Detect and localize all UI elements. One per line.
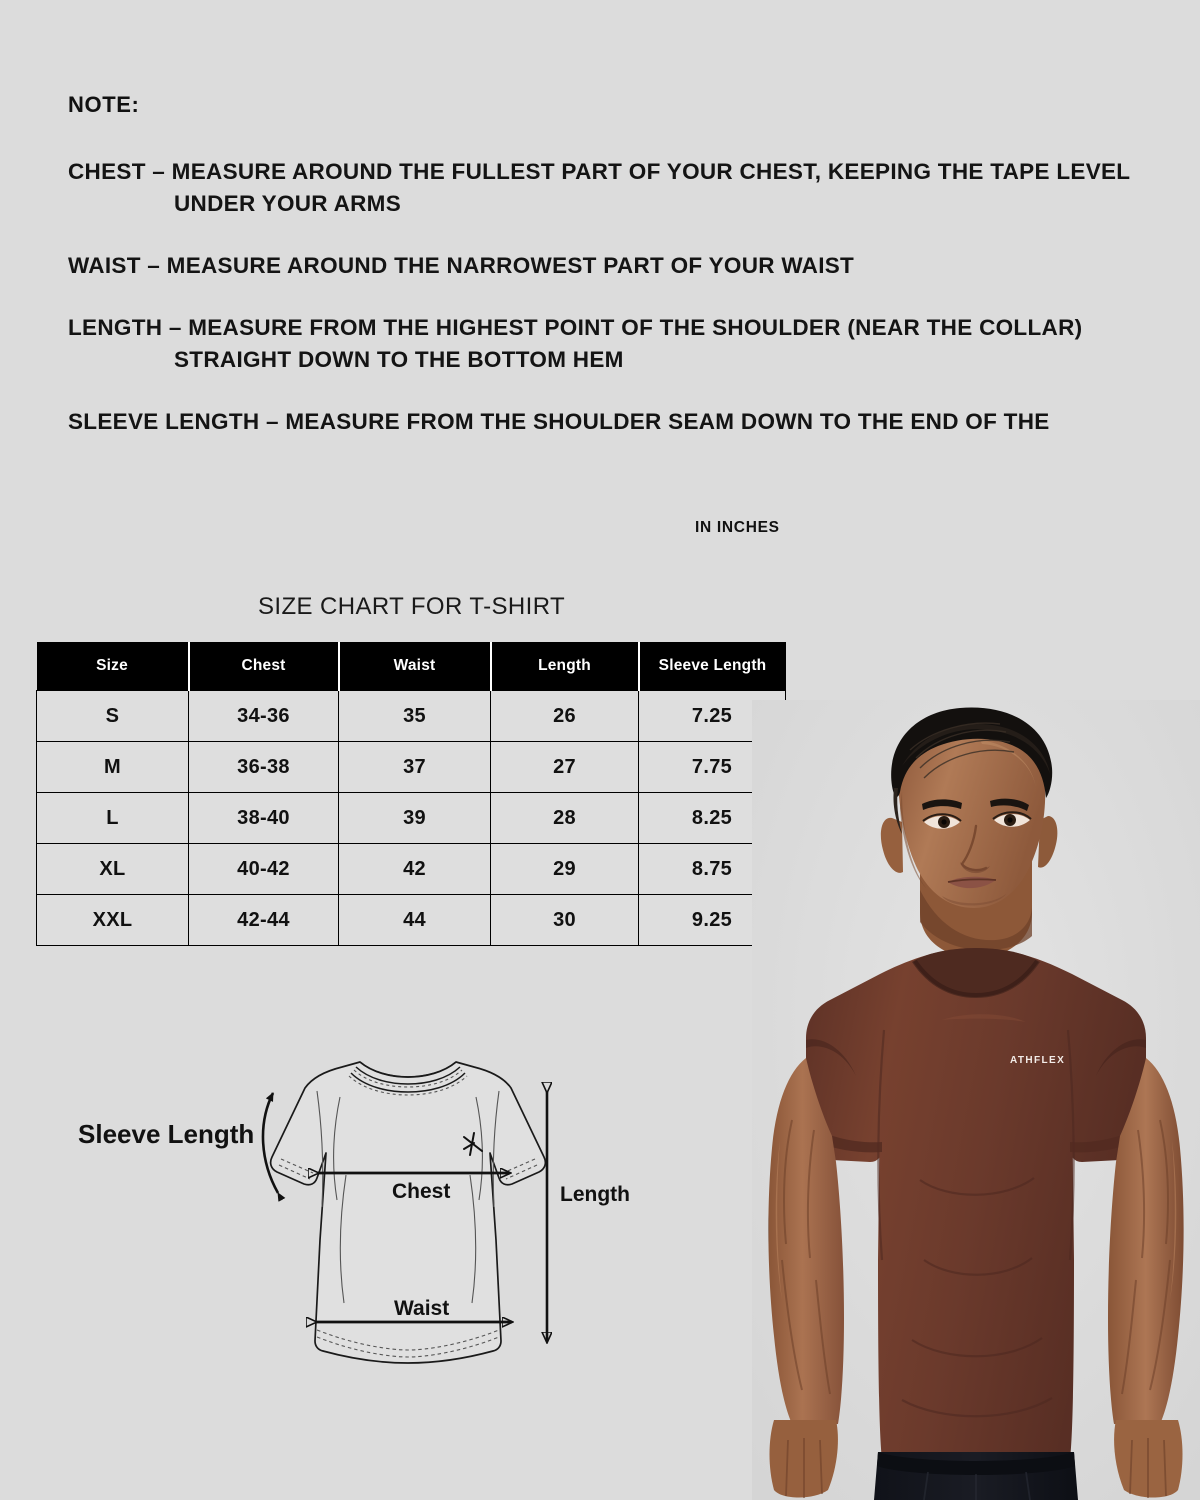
diagram-label-chest: Chest <box>392 1180 451 1203</box>
note-block <box>68 92 1168 468</box>
table-row <box>37 844 786 895</box>
table-row <box>37 895 786 946</box>
cell-chest: 36-38 <box>189 742 339 793</box>
note-line-chest <box>68 156 1168 220</box>
cell-size: L <box>37 793 189 844</box>
size-chart-table <box>36 642 786 946</box>
cell-chest: 42-44 <box>189 895 339 946</box>
note-line-sleeve-main: SLEEVE LENGTH – MEASURE FROM THE SHOULDER SEAM DOWN TO THE END OF THE <box>68 408 1050 434</box>
cell-size: XXL <box>37 895 189 946</box>
size-chart-title: SIZE CHART FOR T-SHIRT <box>258 593 566 620</box>
model-photo <box>752 700 1200 1500</box>
cell-waist: 37 <box>339 742 491 793</box>
cell-sleeve-length: 8.75 <box>639 844 786 895</box>
cell-sleeve-length: 7.25 <box>639 691 786 742</box>
cell-size: XL <box>37 844 189 895</box>
column-header-waist: Waist <box>339 642 491 691</box>
tshirt-measurement-diagram <box>60 1045 720 1445</box>
table-header-row <box>37 642 786 691</box>
units-label: IN INCHES <box>695 519 780 536</box>
cell-waist: 42 <box>339 844 491 895</box>
column-header-sleeve-length: Sleeve Length <box>639 642 786 691</box>
cell-chest: 40-42 <box>189 844 339 895</box>
cell-length: 28 <box>491 793 639 844</box>
diagram-label-sleeve-length: Sleeve Length <box>78 1119 255 1149</box>
cell-waist: 44 <box>339 895 491 946</box>
note-line-length <box>68 312 1168 376</box>
cell-size: S <box>37 691 189 742</box>
note-line-chest-indent: UNDER YOUR ARMS <box>174 190 402 216</box>
note-line-chest-main: CHEST – MEASURE AROUND THE FULLEST PART OF YOUR CHEST, KEEPING THE TAPE LEVEL <box>68 159 1131 184</box>
cell-length: 26 <box>491 691 639 742</box>
column-header-chest: Chest <box>189 642 339 691</box>
column-header-length: Length <box>491 642 639 691</box>
cell-waist: 39 <box>339 793 491 844</box>
cell-chest: 38-40 <box>189 793 339 844</box>
cell-sleeve-length: 8.25 <box>639 793 786 844</box>
column-header-size: Size <box>37 642 189 691</box>
cell-length: 30 <box>491 895 639 946</box>
sleeve-length-arrow <box>263 1093 278 1193</box>
cell-length: 27 <box>491 742 639 793</box>
note-line-waist <box>68 250 1168 282</box>
note-line-sleeve <box>68 406 1168 438</box>
cell-waist: 35 <box>339 691 491 742</box>
tshirt-brand-logo: ATHFLEX <box>1010 1055 1066 1066</box>
table-row <box>37 742 786 793</box>
note-line-waist-main: WAIST – MEASURE AROUND THE NARROWEST PART OF YOUR WAIST <box>68 252 855 278</box>
note-heading: NOTE: <box>68 92 140 117</box>
cell-sleeve-length: 7.75 <box>639 742 786 793</box>
cell-length: 29 <box>491 844 639 895</box>
table-row <box>37 691 786 742</box>
cell-size: M <box>37 742 189 793</box>
note-line-length-main: LENGTH – MEASURE FROM THE HIGHEST POINT OF THE SHOULDER (NEAR THE COLLAR) <box>68 314 1083 340</box>
note-line-length-indent: STRAIGHT DOWN TO THE BOTTOM HEM <box>174 346 624 372</box>
diagram-label-waist: Waist <box>394 1297 450 1320</box>
cell-chest: 34-36 <box>189 691 339 742</box>
cell-sleeve-length: 9.25 <box>639 895 786 946</box>
table-row <box>37 793 786 844</box>
diagram-label-length: Length <box>560 1183 630 1206</box>
